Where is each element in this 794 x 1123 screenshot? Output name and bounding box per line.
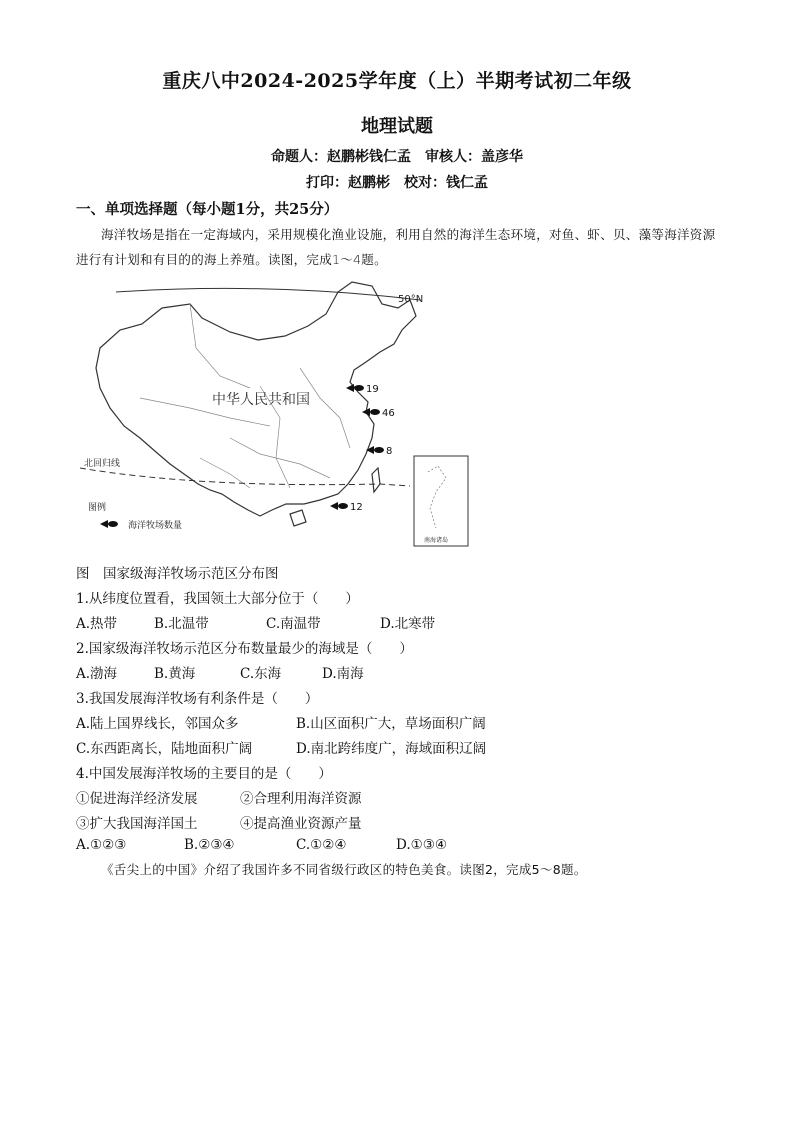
count-label-bohai: 19 (366, 384, 379, 395)
section-intro: 海洋牧场是指在一定海域内，采用规模化渔业设施，利用自然的海洋生态环境，对鱼、虾、贝、藻等海洋资源进行有计划和有目的的海上养殖。读图，完成1～4题。 (76, 227, 716, 267)
q1-option-b: B.北温带 (154, 616, 209, 632)
fish-icon (100, 520, 118, 528)
q4-option-d: D.①③④ (396, 837, 447, 853)
count-label-donghai: 8 (386, 446, 393, 457)
question-2-stem: 2.国家级海洋牧场示范区分布数量最少的海域是（ ） (76, 641, 413, 657)
inset-label: 南海诸岛 (424, 537, 449, 544)
hainan-outline (290, 510, 306, 526)
q4-option-b: B.②③④ (184, 837, 235, 853)
legend-title: 图例 (88, 503, 107, 513)
q3-option-c: C.东西距离长，陆地面积广阔 (76, 741, 253, 757)
q4-item-3: ③扩大我国海洋国土 (76, 816, 198, 832)
q4-item-4: ④提高渔业资源产量 (240, 816, 362, 832)
exam-authors: 命题人：赵鹏彬钱仁孟 审核人：盖彦华 (271, 149, 523, 165)
legend-item-label: 海洋牧场数量 (128, 521, 183, 531)
q4-item-2: ②合理利用海洋资源 (240, 791, 362, 807)
exam-subject: 地理试题 (361, 116, 433, 137)
count-label-huanghai: 46 (382, 408, 395, 419)
q4-option-c: C.①②④ (296, 837, 347, 853)
q2-option-c: C.东海 (240, 666, 282, 682)
south-sea-inset (414, 456, 468, 546)
latitude-label: 50°N (398, 294, 424, 305)
count-label-nanhai: 12 (350, 502, 363, 513)
q3-option-d: D.南北跨纬度广，海域面积辽阔 (296, 741, 487, 757)
q1-option-d: D.北寒带 (380, 616, 436, 632)
country-label: 中华人民共和国 (212, 392, 310, 408)
taiwan-outline (372, 468, 380, 492)
q2-option-a: A.渤海 (76, 666, 118, 682)
exam-title: 重庆八中2024-2025学年度（上）半期考试初二年级 (162, 70, 632, 92)
q4-option-a: A.①②③ (76, 837, 127, 853)
section-heading: 一、单项选择题（每小题1分，共25分） (76, 201, 339, 218)
exam-print-info: 打印：赵鹏彬 校对：钱仁孟 (306, 175, 488, 191)
next-section-intro: 《舌尖上的中国》介绍了我国许多不同省级行政区的特色美食。读图2，完成5～8题。 (101, 862, 587, 877)
q2-option-b: B.黄海 (154, 666, 196, 682)
q1-option-a: A.热带 (76, 616, 118, 632)
fish-icon (346, 384, 364, 392)
fish-icon (330, 502, 348, 510)
q2-option-d: D.南海 (322, 666, 364, 682)
q1-option-c: C.南温带 (266, 616, 321, 632)
question-1-stem: 1.从纬度位置看，我国领土大部分位于（ ） (76, 591, 359, 607)
question-3-stem: 3.我国发展海洋牧场有利条件是（ ） (76, 691, 319, 707)
q3-option-b: B.山区面积广大，草场面积广阔 (296, 716, 486, 732)
q3-option-a: A.陆上国界线长，邻国众多 (76, 716, 239, 732)
tropic-of-cancer-line (80, 468, 410, 486)
q4-item-1: ①促进海洋经济发展 (76, 791, 198, 807)
fish-icon (362, 408, 380, 416)
question-4-stem: 4.中国发展海洋牧场的主要目的是（ ） (76, 766, 332, 782)
tropic-label: 北回归线 (84, 459, 121, 469)
marine-ranch-map (80, 278, 472, 554)
figure-caption: 图 国家级海洋牧场示范区分布图 (76, 566, 279, 582)
